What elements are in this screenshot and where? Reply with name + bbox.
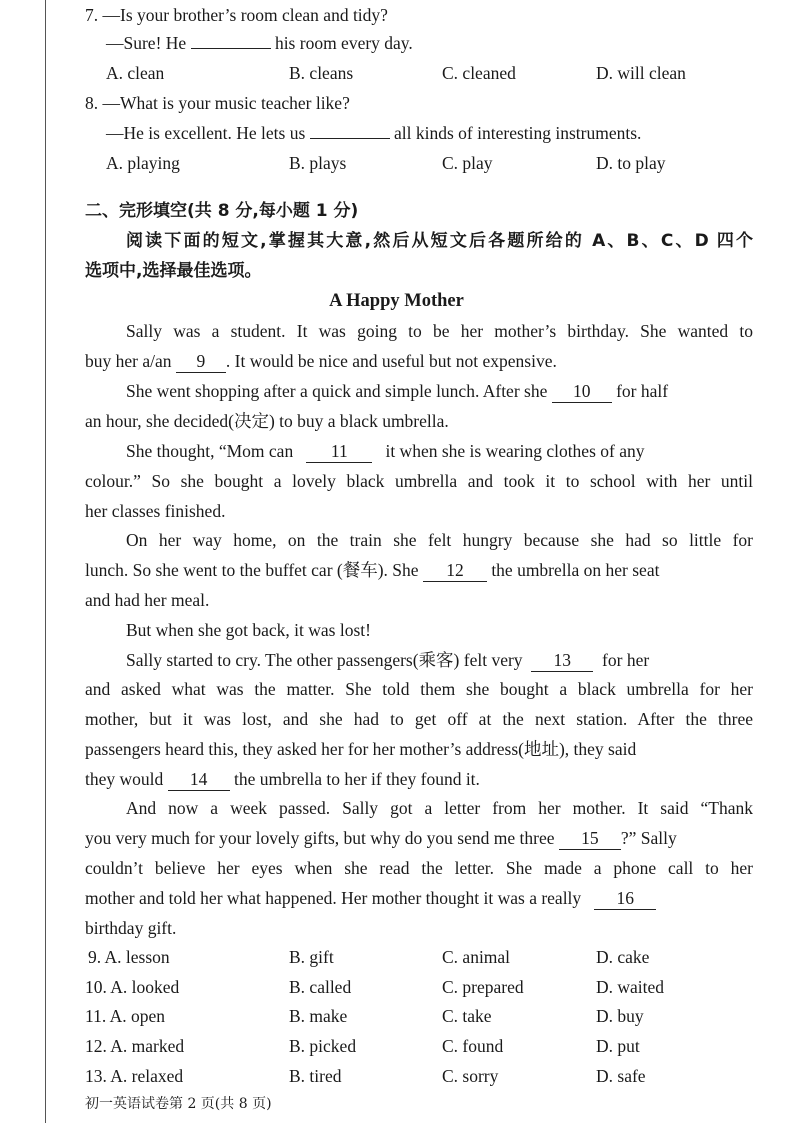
question-option-a: 11. A. open	[85, 1006, 166, 1026]
section-instruction-2: 选项中,选择最佳选项。	[85, 261, 262, 281]
passage-line: and had her meal.	[85, 590, 210, 610]
passage-line: her classes finished.	[85, 501, 226, 521]
q8-blank	[310, 120, 390, 139]
question-option-d: D. put	[596, 1036, 640, 1056]
passage-line: mother, but it was lost, and she had to get off at the next station. After the three	[85, 709, 753, 729]
question-option-c: C. found	[442, 1036, 504, 1056]
passage-line: and asked what was the matter. She told them she bought a black umbrella for her	[85, 679, 753, 699]
blank-14: 14	[168, 768, 230, 791]
question-option-b: B. picked	[289, 1036, 357, 1056]
passage-line: couldn’t believe her eyes when she read the letter. She made a phone call to her	[85, 858, 753, 878]
passage-line: Sally started to cry. The other passengers(乘客) felt very 13 for her	[126, 650, 650, 670]
q8-option-d: D. to play	[596, 153, 666, 173]
question-option-b: B. called	[289, 977, 352, 997]
passage-line: they would 14 the umbrella to her if they found it.	[85, 769, 480, 789]
passage-line: On her way home, on the train she felt hungry because she had so little for	[126, 530, 753, 550]
question-option-c: C. take	[442, 1006, 492, 1026]
q7-stem: 7. —Is your brother’s room clean and tidy?	[85, 5, 388, 25]
margin-line	[45, 0, 46, 1123]
question-option-b: B. make	[289, 1006, 348, 1026]
blank-12: 12	[423, 559, 487, 582]
q7-blank	[191, 30, 271, 49]
blank-16: 16	[594, 887, 656, 910]
passage-line: lunch. So she went to the buffet car (餐车). She 12 the umbrella on her seat	[85, 560, 660, 580]
question-option-b: B. tired	[289, 1066, 342, 1086]
question-option-d: D. cake	[596, 947, 650, 967]
question-option-c: C. sorry	[442, 1066, 499, 1086]
passage-line: She went shopping after a quick and simple lunch. After she 10 for half	[126, 381, 669, 401]
passage-line: birthday gift.	[85, 918, 177, 938]
question-option-a: 10. A. looked	[85, 977, 180, 997]
q8-option-a: A. playing	[106, 153, 180, 173]
passage-line: mother and told her what happened. Her mother thought it was a really 16	[85, 883, 753, 913]
section-heading: 二、完形填空(共 8 分,每小题 1 分)	[85, 201, 359, 221]
q7-option-c: C. cleaned	[442, 63, 516, 83]
passage-line: Sally was a student. It was going to be her mother’s birthday. She wanted to	[126, 321, 753, 341]
question-option-a: 12. A. marked	[85, 1036, 185, 1056]
passage-line: passengers heard this, they asked her for her mother’s address(地址), they said	[85, 739, 637, 759]
passage-line: colour.” So she bought a lovely black umbrella and took it to school with her until	[85, 471, 753, 491]
q8-answer: —He is excellent. He lets us all kinds of interesting instruments.	[106, 118, 753, 148]
section-instruction-1: 阅读下面的短文,掌握其大意,然后从短文后各题所给的 A、B、C、D 四个	[126, 231, 753, 251]
blank-10: 10	[552, 380, 612, 403]
passage-line: She thought, “Mom can 11 it when she is wearing clothes of any	[126, 441, 645, 461]
q8-option-b: B. plays	[289, 153, 347, 173]
q8-stem: 8. —What is your music teacher like?	[85, 93, 350, 113]
passage-line: And now a week passed. Sally got a letter from her mother. It said “Thank	[126, 798, 753, 818]
blank-13: 13	[531, 649, 593, 672]
passage-line: But when she got back, it was lost!	[126, 620, 371, 640]
passage-line: an hour, she decided(决定) to buy a black umbrella.	[85, 411, 449, 431]
q7-option-d: D. will clean	[596, 63, 686, 83]
question-option-a: 9. A. lesson	[88, 947, 170, 967]
q7-answer: —Sure! He his room every day.	[106, 28, 753, 58]
q7-option-a: A. clean	[106, 63, 165, 83]
q7-option-b: B. cleans	[289, 63, 354, 83]
passage-line: buy her a/an 9 . It would be nice and useful but not expensive.	[85, 351, 557, 371]
page-footer: 初一英语试卷第 2 页(共 8 页)	[85, 1096, 272, 1112]
question-option-b: B. gift	[289, 947, 334, 967]
blank-15: 15	[559, 827, 621, 850]
q8-option-c: C. play	[442, 153, 493, 173]
question-option-c: C. animal	[442, 947, 511, 967]
question-option-d: D. buy	[596, 1006, 644, 1026]
blank-9: 9	[176, 350, 226, 373]
question-option-c: C. prepared	[442, 977, 524, 997]
passage-line: you very much for your lovely gifts, but why do you send me three 15 ?” Sally	[85, 828, 677, 848]
question-option-a: 13. A. relaxed	[85, 1066, 184, 1086]
question-option-d: D. safe	[596, 1066, 646, 1086]
passage-title: A Happy Mother	[329, 291, 464, 311]
question-option-d: D. waited	[596, 977, 665, 997]
blank-11: 11	[306, 440, 372, 463]
